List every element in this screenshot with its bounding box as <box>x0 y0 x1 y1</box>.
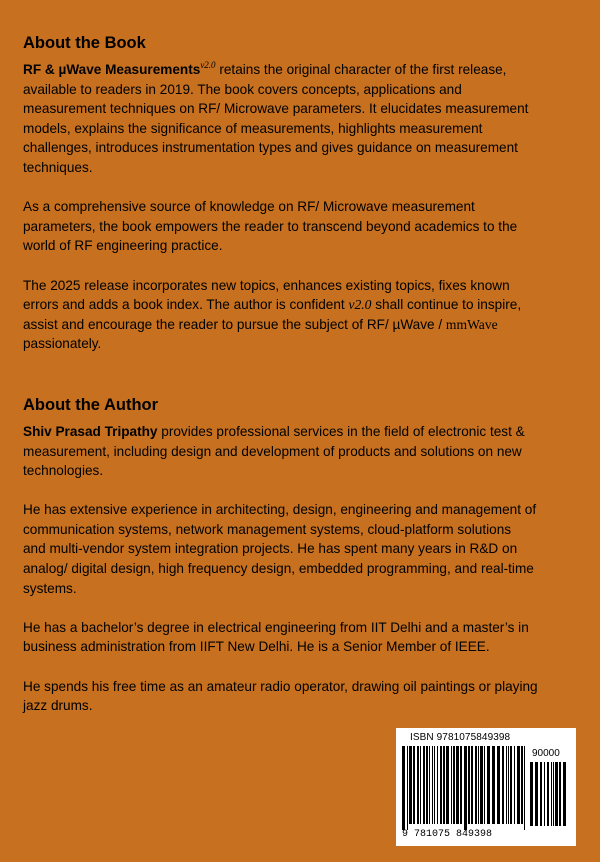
text-line: analog/ digital design, high frequency design, embedded programming, and real-time <box>23 561 534 577</box>
book-version: v2.0 <box>200 60 216 70</box>
barcode-bar <box>434 746 435 824</box>
inline-version: v2.0 <box>348 297 372 313</box>
ean-barcode-bars <box>402 746 526 830</box>
barcode-bar <box>423 746 425 824</box>
about-author-paragraph-4 <box>23 677 583 716</box>
about-author-paragraph-1 <box>23 422 583 481</box>
isbn-barcode <box>396 728 576 846</box>
text-line: errors and adds a book index. The author is confident <box>23 297 349 313</box>
barcode-bar <box>446 746 449 824</box>
barcode-digits: 9 781075 849398 <box>402 829 493 840</box>
barcode-bar <box>540 762 542 826</box>
text-line: business administration from IIFT New Delhi. He is a Senior Member of IEEE. <box>23 639 490 655</box>
about-book-paragraph-1 <box>23 60 583 178</box>
about-author-heading: About the Author <box>23 395 159 414</box>
text-line: shall continue to inspire, <box>371 297 522 313</box>
barcode-bar <box>497 746 500 824</box>
barcode-bar <box>451 746 452 824</box>
barcode-bar <box>487 746 490 824</box>
text-line: The 2025 release incorporates new topics, enhances existing topics, fixes known <box>23 277 510 293</box>
text-line: technologies. <box>23 463 104 479</box>
barcode-bar <box>453 746 455 824</box>
barcode-bar <box>420 746 421 824</box>
price-code: 90000 <box>532 748 560 759</box>
barcode-bar <box>471 746 473 824</box>
about-author-section <box>23 394 583 716</box>
barcode-bar <box>437 746 438 824</box>
barcode-bar <box>517 746 520 824</box>
barcode-bar <box>551 762 552 826</box>
barcode-bar <box>530 762 533 826</box>
author-name: Shiv Prasad Tripathy <box>23 423 158 439</box>
text-line: He has extensive experience in architecting, design, engineering and management of <box>23 502 537 518</box>
barcode-bar <box>521 746 523 824</box>
text-line: parameters, the book empowers the reader to transcend beyond academics to the <box>23 218 518 234</box>
barcode-bar <box>413 746 415 824</box>
inline-mmwave: mmWave <box>445 316 498 332</box>
text-line: world of RF engineering practice. <box>23 238 223 254</box>
barcode-bar <box>432 746 433 824</box>
text-line: provides professional services in the field of electronic test & <box>157 423 525 439</box>
barcode-bar <box>553 762 554 826</box>
barcode-bar <box>429 746 430 824</box>
barcode-bar <box>443 746 445 824</box>
cover-text <box>23 32 583 716</box>
barcode-bar <box>402 746 405 830</box>
text-line: He spends his free time as an amateur radio operator, drawing oil paintings or playing <box>23 678 538 694</box>
barcode-bar <box>514 746 515 824</box>
barcode-bar <box>510 746 512 824</box>
barcode-bar <box>475 746 477 824</box>
about-author-paragraph-2 <box>23 500 583 598</box>
barcode-bar <box>480 746 483 824</box>
barcode-bar <box>502 746 504 824</box>
barcode-bar <box>468 746 470 824</box>
text-line: jazz drums. <box>23 698 93 714</box>
barcode-bar <box>484 746 485 824</box>
barcode-bar <box>417 746 419 824</box>
about-book-paragraph-2 <box>23 197 583 256</box>
text-line: He has a bachelor’s degree in electrical engineering from IIT Delhi and a master’s in <box>23 619 529 635</box>
barcode-bar <box>440 746 442 824</box>
text-line: techniques. <box>23 159 93 175</box>
text-line: available to readers in 2019. The book covers concepts, applications and <box>23 81 462 97</box>
barcode-bar <box>547 762 549 826</box>
text-line: models, explains the significance of measurements, highlights measurement <box>23 120 483 136</box>
text-line: measurement, including design and development of products and solutions on new <box>23 443 522 459</box>
text-line: systems. <box>23 580 77 596</box>
text-line: challenges, introduces instrumentation types and gives guidance on measurement <box>23 140 518 156</box>
text-line: assist and encourage the reader to pursue the subject of RF/ µWave / <box>23 316 446 332</box>
barcode-bar <box>544 762 545 826</box>
barcode-bar <box>464 746 467 830</box>
price-barcode-bars <box>530 762 566 826</box>
barcode-bar <box>426 746 428 824</box>
about-book-paragraph-3 <box>23 276 583 354</box>
text-line: measurement techniques on RF/ Microwave parameters. It elucidates measurement <box>23 101 529 117</box>
barcode-bar <box>407 746 408 830</box>
text-line: As a comprehensive source of knowledge on RF/ Microwave measurement <box>23 199 475 215</box>
barcode-bar <box>492 746 495 824</box>
about-book-heading: About the Book <box>23 34 146 52</box>
text-line: retains the original character of the first release, <box>215 62 507 77</box>
barcode-bar <box>555 762 558 826</box>
isbn-label: ISBN 9781075849398 <box>410 732 511 743</box>
barcode-bar <box>563 762 566 826</box>
barcode-bar <box>535 762 538 826</box>
text-line: and multi-vendor system integration projects. He has spent many years in R&D on <box>23 541 518 557</box>
about-author-paragraph-3 <box>23 618 583 657</box>
barcode-bar <box>478 746 479 824</box>
book-title: RF & µWave Measurements <box>23 62 201 77</box>
text-line: communication systems, network management systems, cloud-platform solutions <box>23 521 512 537</box>
barcode-bar <box>460 746 462 824</box>
barcode-bar <box>524 746 525 830</box>
about-book-section <box>23 32 583 354</box>
barcode-bar <box>508 746 509 824</box>
barcode-bar <box>456 746 459 824</box>
barcode-bar <box>506 746 507 824</box>
text-line: passionately. <box>23 336 102 352</box>
barcode-bar <box>559 762 561 826</box>
barcode-bar <box>409 746 412 824</box>
